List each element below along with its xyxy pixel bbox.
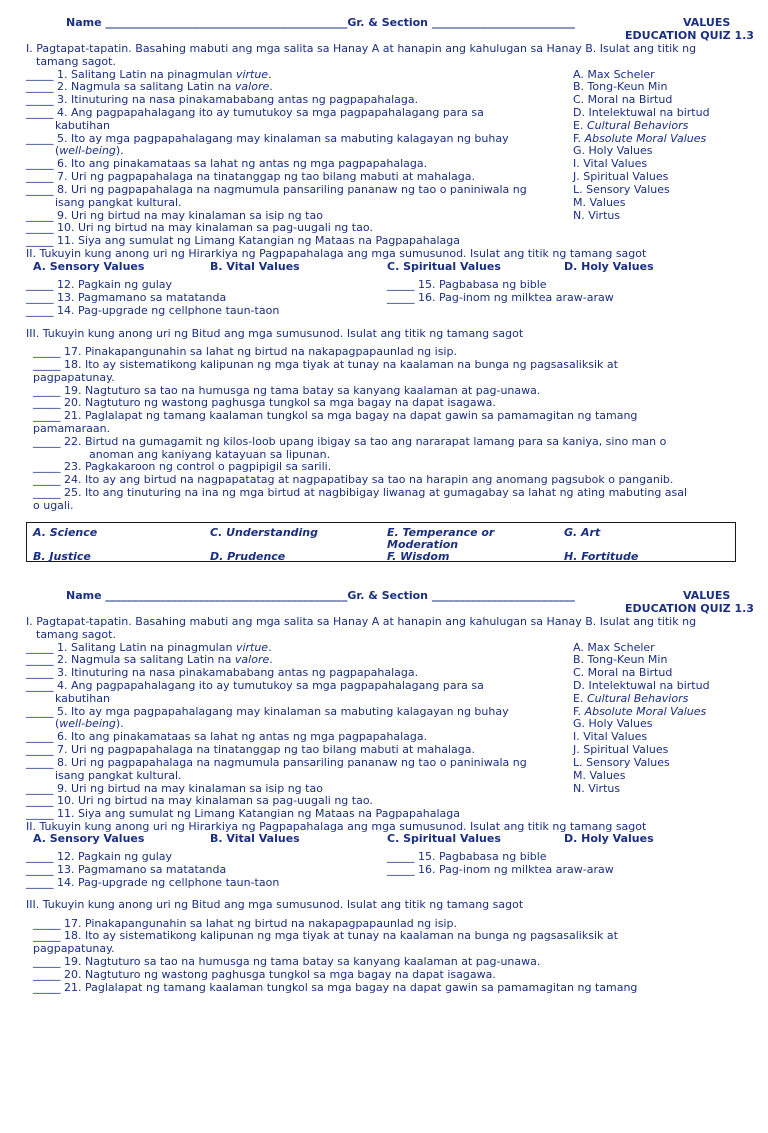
item-22-cont: anoman ang kaniyang katayuan sa lipunan. — [89, 448, 331, 461]
virtue-options-box — [26, 522, 736, 562]
part2-option-d: D. Holy Values — [564, 832, 654, 845]
choice-e: E. Cultural Behaviors — [573, 692, 689, 705]
part1-instruction-cont: tamang sagot. — [36, 55, 116, 68]
part2-option-c: C. Spiritual Values — [387, 260, 501, 273]
choice-f: F. Absolute Moral Values — [573, 132, 707, 145]
item-10: _____ 10. Uri ng birtud na may kinalaman sa pag-uugali ng tao. — [26, 794, 373, 807]
item-5: _____ 5. Ito ay mga pagpapahalagang may kinalaman sa mabuting kalagayan ng buhay — [26, 132, 509, 145]
item-21: _____ 21. Paglalapat ng tamang kaalaman tungkol sa mga bagay na dapat gawin sa pamamagitan ng tamang — [33, 981, 638, 994]
item-18: _____ 18. Ito ay sistematikong kalipunan ng mga tiyak at tunay na kaalaman na bunga ng pagsasaliksik at — [33, 929, 618, 942]
quiz-sheet-top — [0, 0, 768, 563]
choice-g: G. Holy Values — [573, 717, 653, 730]
part1-instruction: I. Pagtapat-tapatin. Basahing mabuti ang mga salita sa Hanay A at hanapin ang kahulugan sa Hanay B. Isulat ang titik ng — [26, 615, 697, 628]
virtue-option-d: D. Prudence — [210, 550, 286, 563]
choice-l: L. Sensory Values — [573, 756, 670, 769]
part2-option-d: D. Holy Values — [564, 260, 654, 273]
item-5-cont: (well-being). — [55, 717, 124, 730]
item-5-cont: (well-being). — [55, 144, 124, 157]
choice-b: B. Tong-Keun Min — [573, 80, 668, 93]
values-label: VALUES — [683, 589, 731, 602]
item-23: _____ 23. Pagkakaroon ng control o pagpipigil sa sarili. — [33, 460, 332, 473]
item-1: _____ 1. Salitang Latin na pinagmulan virtue. — [26, 641, 272, 654]
item-10: _____ 10. Uri ng birtud na may kinalaman sa pag-uugali ng tao. — [26, 221, 373, 234]
item-12: _____ 12. Pagkain ng gulay — [26, 850, 173, 863]
choice-c: C. Moral na Birtud — [573, 93, 673, 106]
quiz-title: EDUCATION QUIZ 1.3 — [625, 602, 754, 615]
item-6: _____ 6. Ito ang pinakamataas sa lahat ng antas ng mga pagpapahalaga. — [26, 157, 428, 170]
item-8: _____ 8. Uri ng pagpapahalaga na nagmumula pansariling pananaw ng tao o paniniwala ng — [26, 183, 527, 196]
virtue-option-f: F. Wisdom — [387, 550, 450, 563]
quiz-sheet-bottom — [0, 573, 768, 1133]
item-2: _____ 2. Nagmula sa salitang Latin na valore. — [26, 653, 273, 666]
item-15: _____ 15. Pagbabasa ng bible — [387, 278, 547, 291]
part2-option-c: C. Spiritual Values — [387, 832, 501, 845]
virtue-option-e-cont: Moderation — [387, 538, 459, 551]
choice-n: N. Virtus — [573, 209, 621, 222]
choice-m: M. Values — [573, 196, 626, 209]
item-24: _____ 24. Ito ay ang birtud na nagpapatatag at nagpapatibay sa tao na harapin ang anomang pagsubok o panganib. — [33, 473, 674, 486]
item-11: _____ 11. Siya ang sumulat ng Limang Katangian ng Mataas na Pagpapahalaga — [26, 234, 460, 247]
item-5: _____ 5. Ito ay mga pagpapahalagang may kinalaman sa mabuting kalagayan ng buhay — [26, 705, 509, 718]
item-16: _____ 16. Pag-inom ng milktea araw-araw — [387, 863, 614, 876]
item-2: _____ 2. Nagmula sa salitang Latin na valore. — [26, 80, 273, 93]
choice-g: G. Holy Values — [573, 144, 653, 157]
choice-e: E. Cultural Behaviors — [573, 119, 689, 132]
item-16: _____ 16. Pag-inom ng milktea araw-araw — [387, 291, 614, 304]
quiz-title: EDUCATION QUIZ 1.3 — [625, 29, 754, 42]
item-12: _____ 12. Pagkain ng gulay — [26, 278, 173, 291]
item-18: _____ 18. Ito ay sistematikong kalipunan ng mga tiyak at tunay na kaalaman na bunga ng pagsasaliksik at — [33, 358, 618, 371]
item-7: _____ 7. Uri ng pagpapahalaga na tinatanggap ng tao bilang mabuti at mahalaga. — [26, 743, 475, 756]
item-14: _____ 14. Pag-upgrade ng cellphone taun-taon — [26, 304, 280, 317]
choice-m: M. Values — [573, 769, 626, 782]
item-13: _____ 13. Pagmamano sa matatanda — [26, 863, 227, 876]
item-6: _____ 6. Ito ang pinakamataas sa lahat ng antas ng mga pagpapahalaga. — [26, 730, 428, 743]
item-19: _____ 19. Nagtuturo sa tao na humusga ng tama batay sa kanyang kaalaman at pag-unawa. — [33, 955, 541, 968]
item-4: _____ 4. Ang pagpapahalagang ito ay tumutukoy sa mga pagpapahalagang para sa — [26, 679, 484, 692]
item-18-cont: pagpapatunay. — [33, 942, 115, 955]
item-4: _____ 4. Ang pagpapahalagang ito ay tumutukoy sa mga pagpapahalagang para sa — [26, 106, 484, 119]
virtue-option-g: G. Art — [564, 526, 601, 539]
virtue-option-c: C. Understanding — [210, 526, 319, 539]
part3-instruction: III. Tukuyin kung anong uri ng Bitud ang mga sumusunod. Isulat ang titik ng tamang sagot — [26, 327, 524, 340]
virtue-option-e: E. Temperance or — [387, 526, 495, 539]
choice-i: I. Vital Values — [573, 730, 648, 743]
virtue-option-b: B. Justice — [33, 550, 91, 563]
item-3: _____ 3. Itinuturing na nasa pinakamababang antas ng pagpapahalaga. — [26, 666, 419, 679]
item-20: _____ 20. Nagtuturo ng wastong paghusga tungkol sa mga bagay na dapat isagawa. — [33, 968, 496, 981]
item-4-cont: kabutihan — [55, 692, 110, 705]
item-4-cont: kabutihan — [55, 119, 110, 132]
item-9: _____ 9. Uri ng birtud na may kinalaman sa isip ng tao — [26, 782, 323, 795]
item-11: _____ 11. Siya ang sumulat ng Limang Katangian ng Mataas na Pagpapahalaga — [26, 807, 460, 820]
choice-b: B. Tong-Keun Min — [573, 653, 668, 666]
item-15: _____ 15. Pagbabasa ng bible — [387, 850, 547, 863]
item-17: _____ 17. Pinakapangunahin sa lahat ng birtud na nakapagpapaunlad ng isip. — [33, 917, 457, 930]
name-section-line: Name ____________________________________________Gr. & Section __________________________ — [66, 589, 575, 602]
part2-instruction: II. Tukuyin kung anong uri ng Hirarkiya ng Pagpapahalaga ang mga sumusunod. Isulat ang titik ng tamang sagot — [26, 247, 647, 260]
choice-j: J. Spiritual Values — [573, 743, 669, 756]
item-8: _____ 8. Uri ng pagpapahalaga na nagmumula pansariling pananaw ng tao o paniniwala ng — [26, 756, 527, 769]
choice-d: D. Intelektuwal na birtud — [573, 679, 710, 692]
part2-option-b: B. Vital Values — [210, 260, 300, 273]
item-17: _____ 17. Pinakapangunahin sa lahat ng birtud na nakapagpapaunlad ng isip. — [33, 345, 457, 358]
item-8-cont: isang pangkat kultural. — [55, 769, 182, 782]
item-14: _____ 14. Pag-upgrade ng cellphone taun-taon — [26, 876, 280, 889]
choice-i: I. Vital Values — [573, 157, 648, 170]
part2-option-a: A. Sensory Values — [33, 832, 145, 845]
item-8-cont: isang pangkat kultural. — [55, 196, 182, 209]
item-25: _____ 25. Ito ang tinuturing na ina ng mga birtud at nagbibigay liwanag at gumagabay sa lahat ng ating mabuting asal — [33, 486, 688, 499]
part1-instruction-cont: tamang sagot. — [36, 628, 116, 641]
choice-d: D. Intelektuwal na birtud — [573, 106, 710, 119]
part2-option-a: A. Sensory Values — [33, 260, 145, 273]
part1-instruction: I. Pagtapat-tapatin. Basahing mabuti ang mga salita sa Hanay A at hanapin ang kahulugan sa Hanay B. Isulat ang titik ng — [26, 42, 697, 55]
item-21-cont: pamamaraan. — [33, 422, 111, 435]
part3-instruction: III. Tukuyin kung anong uri ng Bitud ang mga sumusunod. Isulat ang titik ng tamang sagot — [26, 898, 524, 911]
item-7: _____ 7. Uri ng pagpapahalaga na tinatanggap ng tao bilang mabuti at mahalaga. — [26, 170, 475, 183]
choice-l: L. Sensory Values — [573, 183, 670, 196]
choice-n: N. Virtus — [573, 782, 621, 795]
item-3: _____ 3. Itinuturing na nasa pinakamababang antas ng pagpapahalaga. — [26, 93, 419, 106]
item-19: _____ 19. Nagtuturo sa tao na humusga ng tama batay sa kanyang kaalaman at pag-unawa. — [33, 384, 541, 397]
item-1: _____ 1. Salitang Latin na pinagmulan virtue. — [26, 68, 272, 81]
part2-instruction: II. Tukuyin kung anong uri ng Hirarkiya ng Pagpapahalaga ang mga sumusunod. Isulat ang titik ng tamang sagot — [26, 820, 647, 833]
item-25-cont: o ugali. — [33, 499, 74, 512]
item-21: _____ 21. Paglalapat ng tamang kaalaman tungkol sa mga bagay na dapat gawin sa pamamagitan ng tamang — [33, 409, 638, 422]
choice-c: C. Moral na Birtud — [573, 666, 673, 679]
virtue-option-a: A. Science — [33, 526, 98, 539]
item-18-cont: pagpapatunay. — [33, 371, 115, 384]
choice-a: A. Max Scheler — [573, 68, 655, 81]
item-13: _____ 13. Pagmamano sa matatanda — [26, 291, 227, 304]
choice-a: A. Max Scheler — [573, 641, 655, 654]
name-section-line: Name ____________________________________________Gr. & Section __________________________ — [66, 16, 575, 29]
item-20: _____ 20. Nagtuturo ng wastong paghusga tungkol sa mga bagay na dapat isagawa. — [33, 396, 496, 409]
item-22: _____ 22. Birtud na gumagamit ng kilos-loob upang ibigay sa tao ang nararapat lamang para sa kaniya, sino man o — [33, 435, 667, 448]
virtue-option-h: H. Fortitude — [564, 550, 639, 563]
item-9: _____ 9. Uri ng birtud na may kinalaman sa isip ng tao — [26, 209, 323, 222]
values-label: VALUES — [683, 16, 731, 29]
choice-j: J. Spiritual Values — [573, 170, 669, 183]
choice-f: F. Absolute Moral Values — [573, 705, 707, 718]
part2-option-b: B. Vital Values — [210, 832, 300, 845]
